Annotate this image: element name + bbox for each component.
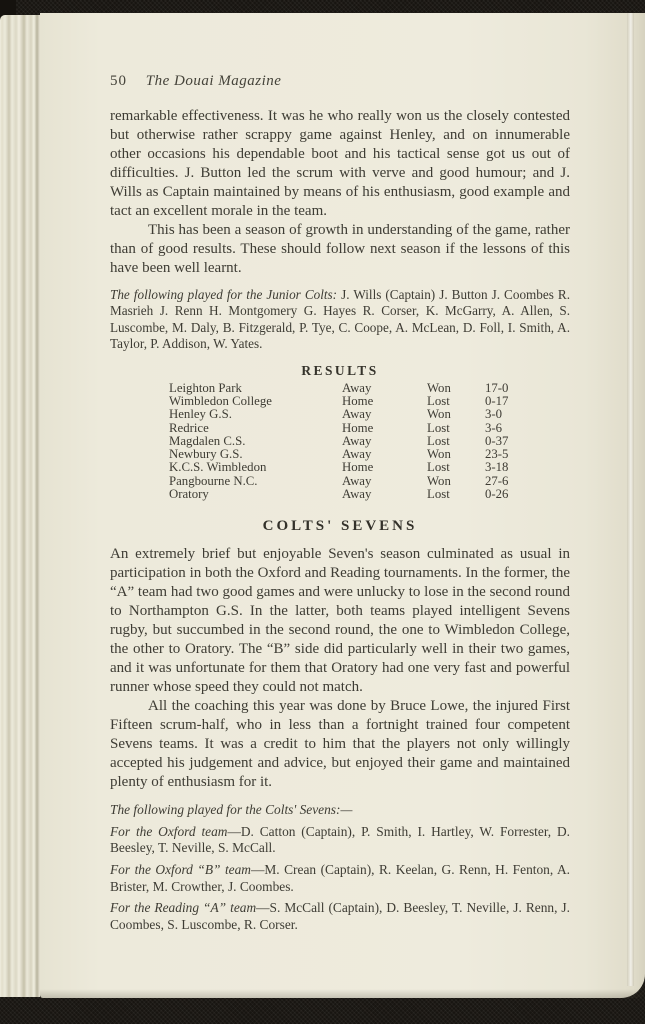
- venue-cell: Away: [342, 407, 372, 422]
- junior-colts-players-intro: The following played for the Junior Colts:: [110, 287, 338, 302]
- venue-cell: Home: [342, 460, 374, 475]
- opponent-cell: K.C.S. Wimbledon: [169, 460, 267, 475]
- oxford-b-team-names: —M. Crean (Captain), R. Keelan, G. Renn, H. Fenton, A. Brister, M. Crowther, J. Coombes.: [110, 862, 570, 894]
- venue-cell: Home: [342, 420, 374, 435]
- outcome-cell: Won: [427, 447, 451, 462]
- opponent-cell: Pangbourne N.C.: [169, 473, 258, 488]
- junior-colts-paragraph-continuation: remarkable effectiveness. It was he who really won us the closely contested but otherwise rather scrappy game against Henley, and on innumerable other occasions his dependable boot and his tactical sense got us out of difficulties. J. Button led the scrum with verve and good humour; and J. Wills as Captain maintained by means of his enthusiasm, good example and tact an excellent morale in the team.: [110, 108, 570, 219]
- page-edge-stack: [0, 15, 40, 997]
- score-cell: 3-6: [485, 420, 503, 435]
- outcome-cell: Won: [427, 380, 451, 395]
- oxford-a-team-line: [110, 824, 570, 857]
- opponent-cell: Magdalen C.S.: [169, 433, 246, 448]
- opponent-cell: Newbury G.S.: [169, 447, 243, 462]
- page-content: [40, 13, 645, 998]
- opponent-cell: Wimbledon College: [169, 393, 272, 408]
- page-number: 50: [110, 73, 127, 89]
- reading-a-team-line: [110, 900, 570, 933]
- results-row: [169, 382, 545, 395]
- colts-sevens-paragraph-coaching: All the coaching this year was done by Bruce Lowe, the injured First Fifteen scrum-half, who in less than a fortnight trained four competent Sevens teams. It was a credit to him that the players not only willingly accepted his judgement and advice, but enjoyed their game and maintained plenty of enthusiasm for it.: [110, 698, 570, 791]
- junior-colts-players: [110, 287, 570, 353]
- oxford-a-team-label: For the Oxford team: [110, 823, 228, 839]
- outcome-cell: Lost: [427, 433, 450, 448]
- score-cell: 17-0: [485, 380, 509, 395]
- venue-cell: Away: [342, 487, 372, 501]
- score-cell: 3-0: [485, 407, 503, 422]
- colts-sevens-players-intro: The following played for the Colts' Sevens:—: [110, 802, 353, 818]
- reading-a-team-names: —S. McCall (Captain), D. Beesley, T. Neville, J. Renn, J. Coombes, S. Luscombe, R. Corser.: [110, 900, 570, 932]
- score-cell: 0-37: [485, 433, 509, 448]
- outcome-cell: Won: [427, 407, 451, 422]
- results-row: [169, 435, 545, 448]
- results-row: [169, 488, 545, 501]
- reading-a-team-label: For the Reading “A” team: [110, 900, 257, 916]
- score-cell: 0-17: [485, 393, 509, 408]
- venue-cell: Home: [342, 393, 374, 408]
- venue-cell: Away: [342, 433, 372, 448]
- running-head: [110, 73, 570, 90]
- oxford-b-team-line: [110, 862, 570, 895]
- results-row: [169, 461, 545, 474]
- score-cell: 23-5: [485, 447, 509, 462]
- results-row: [169, 475, 545, 488]
- score-cell: 0-26: [485, 487, 509, 501]
- outcome-cell: Lost: [427, 487, 450, 501]
- opponent-cell: Oratory: [169, 487, 209, 501]
- venue-cell: Away: [342, 447, 372, 462]
- outcome-cell: Lost: [427, 460, 450, 475]
- venue-cell: Away: [342, 380, 372, 395]
- results-heading: RESULTS: [301, 362, 379, 378]
- results-row: [169, 422, 545, 435]
- junior-colts-players-list: J. Wills (Captain) J. Button J. Coombes R. Masrieh J. Renn H. Montgomery G. Hayes R. Corser, K. McGarry, A. Allen, S. Luscombe, M. Daly, B. Fitzgerald, P. Tye, C. Coope, A. McLean, D. Foll, I. Smith, A. Taylor, P. Addison, W. Yates.: [110, 287, 570, 352]
- junior-colts-paragraph-season: This has been a season of growth in understanding of the game, rather than of good results. These should follow next season if the lessons of this have been well learnt.: [110, 222, 570, 276]
- results-row: [169, 408, 545, 421]
- colts-sevens-heading: COLTS' SEVENS: [262, 518, 418, 535]
- colts-sevens-teams: [110, 802, 570, 933]
- outcome-cell: Lost: [427, 420, 450, 435]
- score-cell: 3-18: [485, 460, 509, 475]
- magazine-page: [40, 13, 645, 998]
- opponent-cell: Leighton Park: [169, 380, 242, 395]
- results-table: [169, 382, 545, 502]
- oxford-a-team-names: —D. Catton (Captain), P. Smith, I. Hartley, W. Forrester, D. Beesley, T. Neville, S. McCall.: [110, 823, 570, 856]
- opponent-cell: Henley G.S.: [169, 407, 232, 422]
- opponent-cell: Redrice: [169, 420, 209, 435]
- venue-cell: Away: [342, 473, 372, 488]
- results-row: [169, 448, 545, 461]
- results-row: [169, 395, 545, 408]
- magazine-title: The Douai Magazine: [145, 73, 282, 89]
- oxford-b-team-label: For the Oxford “B” team: [110, 862, 251, 878]
- colts-sevens-paragraph-tournaments: An extremely brief but enjoyable Seven's season culminated as usual in participation in both the Oxford and Reading tournaments. In the former, the “A” team had two good games and were unlucky to lose in the second round to Northampton G.S. In the latter, both teams played intelligent Sevens rugby, but succumbed in the second round, the one to Wimbledon College, the other to Oratory. The “B” side did particularly well in their two games, and it was unfortunate for them that Oratory had one very fast and powerful runner whose speed they could not match.: [110, 546, 570, 696]
- outcome-cell: Lost: [427, 393, 450, 408]
- outcome-cell: Won: [427, 473, 451, 488]
- score-cell: 27-6: [485, 473, 509, 488]
